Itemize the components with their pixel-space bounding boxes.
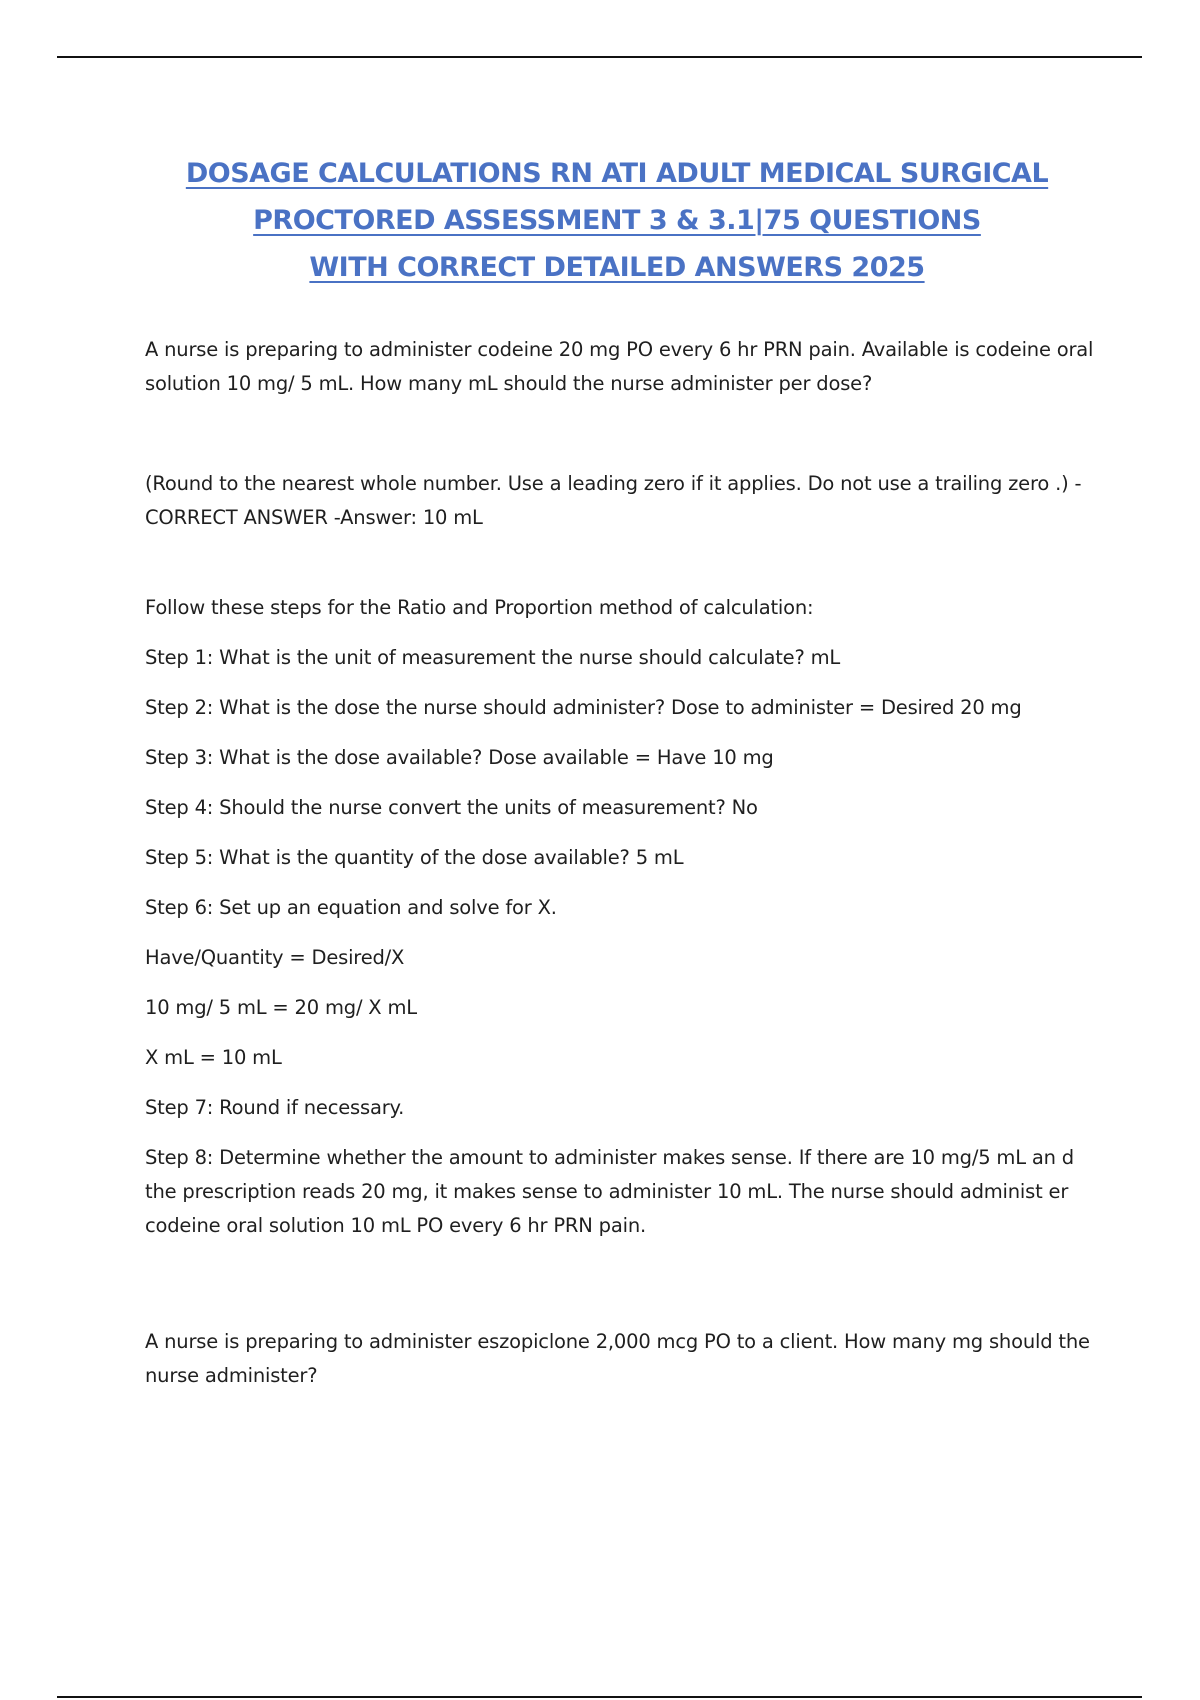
title-line-1: DOSAGE CALCULATIONS RN ATI ADULT MEDICAL SURGICAL (185, 158, 1049, 189)
question-1: A nurse is preparing to administer codeine 20 mg PO every 6 hr PRN pain. Available is codeine oral solution 10 mg/ 5 mL. How many mL should the nurse administer per dose? (145, 338, 1094, 395)
answer-1: (Round to the nearest whole number. Use a leading zero if it applies. Do not use a trailing zero .) - CORRECT ANSWER -Answer: 10 mL (145, 472, 1082, 529)
step-6: Step 6: Set up an equation and solve for X. (145, 896, 557, 919)
step-3: Step 3: What is the dose available? Dose available = Have 10 mg (145, 746, 774, 769)
question-2: A nurse is preparing to administer eszopiclone 2,000 mcg PO to a client. How many mg should the nurse administer? (145, 1330, 1090, 1387)
document-title (0, 150, 1200, 291)
document-body (145, 333, 1095, 1393)
step-7: Step 7: Round if necessary. (145, 1096, 405, 1119)
step-2: Step 2: What is the dose the nurse should administer? Dose to administer = Desired 20 mg (145, 696, 1022, 719)
equation-line-1: Have/Quantity = Desired/X (145, 946, 405, 969)
step-4: Step 4: Should the nurse convert the units of measurement? No (145, 796, 758, 819)
equation-line-2: 10 mg/ 5 mL = 20 mg/ X mL (145, 996, 417, 1019)
equation-line-3: X mL = 10 mL (145, 1046, 282, 1069)
step-1: Step 1: What is the unit of measurement the nurse should calculate? mL (145, 646, 841, 669)
top-divider (57, 56, 1142, 58)
step-5: Step 5: What is the quantity of the dose available? 5 mL (145, 846, 684, 869)
method-intro: Follow these steps for the Ratio and Proportion method of calculation: (145, 596, 814, 619)
step-8: Step 8: Determine whether the amount to administer makes sense. If there are 10 mg/5 mL an d the prescription reads 20 mg, it makes sense to administer 10 mL. The nurse should administ er codeine oral solution 10 mL PO every 6 hr PRN pain. (145, 1146, 1074, 1237)
title-line-2: PROCTORED ASSESSMENT 3 & 3.1|75 QUESTIONS (253, 205, 981, 236)
bottom-divider (57, 1696, 1142, 1698)
title-line-3: WITH CORRECT DETAILED ANSWERS 2025 (309, 252, 925, 283)
